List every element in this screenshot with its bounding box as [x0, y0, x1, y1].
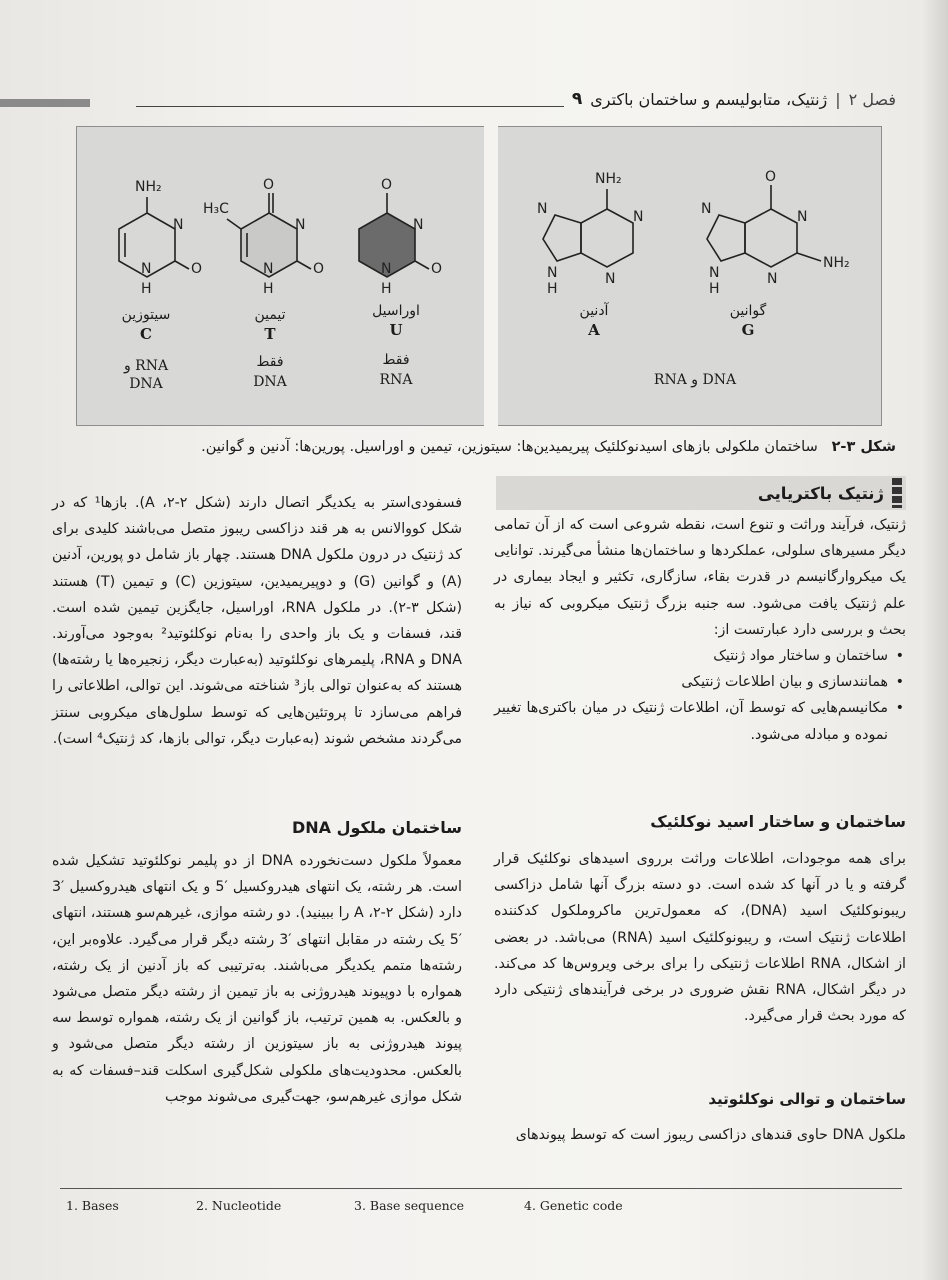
- chapter-title: ژنتیک، متابولیسم و ساختمان باکتری: [590, 89, 828, 109]
- section-marker-icon: [892, 478, 902, 508]
- heading-nucleic-acid-structure: ساختمان و ساختار اسید نوکلئیک: [650, 812, 906, 831]
- list-item: • ساختمان و ساختار مواد ژنتیک: [494, 643, 906, 669]
- atom-gua-n7: N: [701, 201, 712, 217]
- thymine-name: تیمین: [254, 307, 286, 323]
- nucleotide-sequence-paragraph: [494, 1122, 906, 1148]
- nucleic-acid-paragraph: [494, 846, 906, 1029]
- section-title: ژنتیک باکتریایی: [757, 483, 884, 503]
- figure-divider: [484, 126, 498, 426]
- atom-gua-n: N: [797, 209, 808, 225]
- atom-ade-n9: N: [547, 265, 558, 281]
- page-edge-shadow: [922, 0, 948, 1280]
- atom-ura-n2: N: [381, 261, 392, 277]
- atom-thy-o: O: [263, 177, 275, 193]
- guanine-letter: G: [741, 321, 755, 339]
- atom-thy-o2: O: [313, 261, 325, 277]
- genetics-aspects-list: [494, 643, 906, 748]
- atom-thy-n: N: [295, 217, 306, 233]
- cytosine-letter: C: [140, 325, 152, 343]
- cytosine-name: سیتوزین: [121, 307, 171, 323]
- uracil-note-2: RNA: [379, 372, 413, 388]
- footnote-3: 3. Base sequence: [354, 1198, 465, 1213]
- atom-gua-o: O: [765, 169, 777, 185]
- footnote-rule: [60, 1188, 902, 1189]
- footnote-2: 2. Nucleotide: [196, 1198, 282, 1213]
- list-item: • همانندسازی و بیان اطلاعات ژنتیکی: [494, 669, 906, 695]
- atom-cyt-o: O: [191, 261, 203, 277]
- nucleic-acid-text: برای همه موجودات، اطلاعات وراثت برروی اسیدهای نوکلئیک قرار گرفته و یا در آنها کد شده است. دو دسته بزرگ آنها شامل دزاکسی ریبونوکلئیک اسید (DNA)، که معمول‌ترین ماکروملکول کدکننده اطلاعات ژنتیک است، و ریبونوکلئیک اسید (RNA) می‌باشد. در بعضی از اشکال، RNA اطلاعات ژنتیکی را برای برخی ویروس‌ها کد می‌کند. در دیگر اشکال، RNA نقش ضروری در برخی فرآیندهای ژنتیکی دارد که مورد بحث قرار می‌گیرد.: [494, 851, 906, 1025]
- uracil-name: اوراسیل: [372, 303, 420, 319]
- atom-cyt-h: H: [141, 281, 152, 297]
- atom-ade-n: N: [633, 209, 644, 225]
- uracil-letter: U: [389, 321, 403, 339]
- atom-ura-o: O: [381, 177, 393, 193]
- header-rule: [136, 106, 564, 107]
- figure-caption: [176, 436, 896, 458]
- bases-paragraph: فسفودی‌استر به یکدیگر اتصال دارند (شکل ۲-۲، A). بازها¹ که در شکل کووالانس به هر قند دزاکسی ریبوز متصل می‌باشند کلیدی برای کد ژنتیک در درون ملکول DNA هستند. چهار باز شامل دو پورین، آدنین (A) و گوانین (G) و دوپیریمیدین، سیتوزین (C) و تیمین (T) هستند (شکل ۳-۲). در ملکول RNA، اوراسیل، جایگزین تیمین شده است. قند، فسفات و یک باز واحدی را به‌نام نوکلئوتید² به‌وجود می‌آورند. DNA و RNA، پلیمرهای نوکلئوتید (به‌عبارت دیگر، زنجیره‌ها یا رشته‌ها) هستند که به‌عنوان توالی باز³ شناخته می‌شوند. این توالی، اطلاعاتی را فراهم می‌سازد تا پروتئین‌هایی که توسط سلول‌های میکروبی سنتز می‌گردند مشخص شوند (به‌عبارت دیگر، توالی بازها، کد ژنتیک⁴ است).: [52, 495, 463, 747]
- atom-cyt-n2: N: [141, 261, 152, 277]
- guanine-ring: [745, 209, 797, 267]
- cytosine-note-2: DNA: [129, 376, 163, 392]
- atom-thy-h3c: H₃C: [203, 201, 229, 217]
- heading-dna-molecule-structure: ساختمان ملکول DNA: [291, 818, 462, 837]
- thymine-letter: T: [264, 325, 276, 343]
- atom-gua-n3: N: [767, 271, 778, 287]
- page-number: ۹: [571, 89, 583, 109]
- atom-ade-h: H: [547, 281, 558, 297]
- cytosine-note-1: RNA و: [123, 358, 169, 374]
- right-column-intro: [494, 512, 906, 748]
- footnote-4: 4. Genetic code: [524, 1198, 623, 1213]
- dna-structure-paragraph: معمولاً ملکول دست‌نخورده DNA از دو پلیمر نوکلئوتید تشکیل شده است. هر رشته، یک انتهای هیدروکسیل ′5 و یک انتهای هیدروکسیل ′3 دارد (شکل ۲-۲، A را ببینید). دو رشته موازی، غیرهم‌سو هستند، انتهای ′5 یک رشته در مقابل انتهای ′3 رشته دیگر قرار می‌گیرد. علاوه‌بر این، رشته‌ها متمم یکدیگر می‌باشند. به‌ترتیبی که باز آدنین از یک رشته، همواره با دوپیوند هیدروژنی به باز تیمین از رشته دیگر متصل می‌شود و بالعکس. به همین ترتیب، باز گوانین از یک رشته، همواره توسط سه پیوند هیدروژنی به باز سیتوزین از رشته دیگر متصل می‌شود و بالعکس. محدودیت‌های ملکولی شکل‌گیری اسکلت قند–فسفات که به شکل موازی غیرهم‌سو، جهت‌گیری می‌شوند موجب: [52, 853, 462, 1105]
- atom-gua-h: H: [709, 281, 720, 297]
- atom-thy-h: H: [263, 281, 274, 297]
- atom-ade-nh2: NH₂: [595, 171, 622, 187]
- atom-cyt-nh2: NH₂: [135, 179, 162, 195]
- nucleotide-sequence-text: ملکول DNA حاوی قندهای دزاکسی ریبوز است که توسط پیوندهای: [515, 1127, 906, 1143]
- header-bar: [0, 99, 90, 107]
- thymine-note-2: DNA: [253, 374, 287, 390]
- header-separator: |: [835, 89, 841, 109]
- intro-paragraph: ژنتیک، فرآیند وراثت و تنوع است، نقطه شروعی است که از آن تمامی دیگر مسیرهای سلولی، عملکردها و ساختمان‌ها منشأ می‌گیرند. توانایی یک میکروارگانیسم در قدرت بقاء، سازگاری، تکثیر و ایجاد بیماری در علم ژنتیک یافت می‌شود. سه جنبه بزرگ ژنتیک میکروبی که نیاز به بحث و بررسی دارد عبارتست از:: [494, 517, 906, 638]
- thymine-note-1: فقط: [256, 354, 284, 370]
- atom-ade-n7: N: [537, 201, 548, 217]
- uracil-note-1: فقط: [382, 352, 410, 368]
- running-header: [136, 84, 896, 114]
- figure-nucleobases: [76, 126, 882, 426]
- chapter-label: فصل ۲: [848, 89, 896, 109]
- atom-gua-nh2: NH₂: [823, 255, 850, 271]
- atom-ade-n3: N: [605, 271, 616, 287]
- left-column-paragraph-2: [52, 848, 462, 1110]
- atom-ura-n: N: [413, 217, 424, 233]
- atom-ura-h: H: [381, 281, 392, 297]
- caption-text: ساختمان ملکولی بازهای اسیدنوکلئیک پیریمیدین‌ها: سیتوزین، تیمین و اوراسیل. پورین‌ها: آدنین و گوانین.: [201, 439, 818, 455]
- purine-note: DNA و RNA: [653, 372, 737, 388]
- caption-label: شکل ۳-۲: [831, 439, 896, 455]
- left-column-paragraph-1: [52, 490, 462, 752]
- guanine-name: گوانین: [729, 303, 767, 319]
- heading-nucleotide-sequence: ساختمان و توالی نوکلئوتید: [708, 1090, 906, 1108]
- atom-ura-o2: O: [431, 261, 443, 277]
- section-header-bacterial-genetics: [496, 476, 906, 510]
- list-item: • مکانیسم‌هایی که توسط آن، اطلاعات ژنتیک در میان باکتری‌ها تغییر نموده و مبادله می‌شود.: [494, 695, 906, 747]
- atom-thy-n2: N: [263, 261, 274, 277]
- adenine-name: آدنین: [579, 303, 609, 319]
- atom-gua-n9: N: [709, 265, 720, 281]
- atom-cyt-n: N: [173, 217, 184, 233]
- footnote-1: 1. Bases: [66, 1198, 119, 1213]
- adenine-letter: A: [588, 321, 600, 339]
- adenine-ring: [581, 209, 633, 267]
